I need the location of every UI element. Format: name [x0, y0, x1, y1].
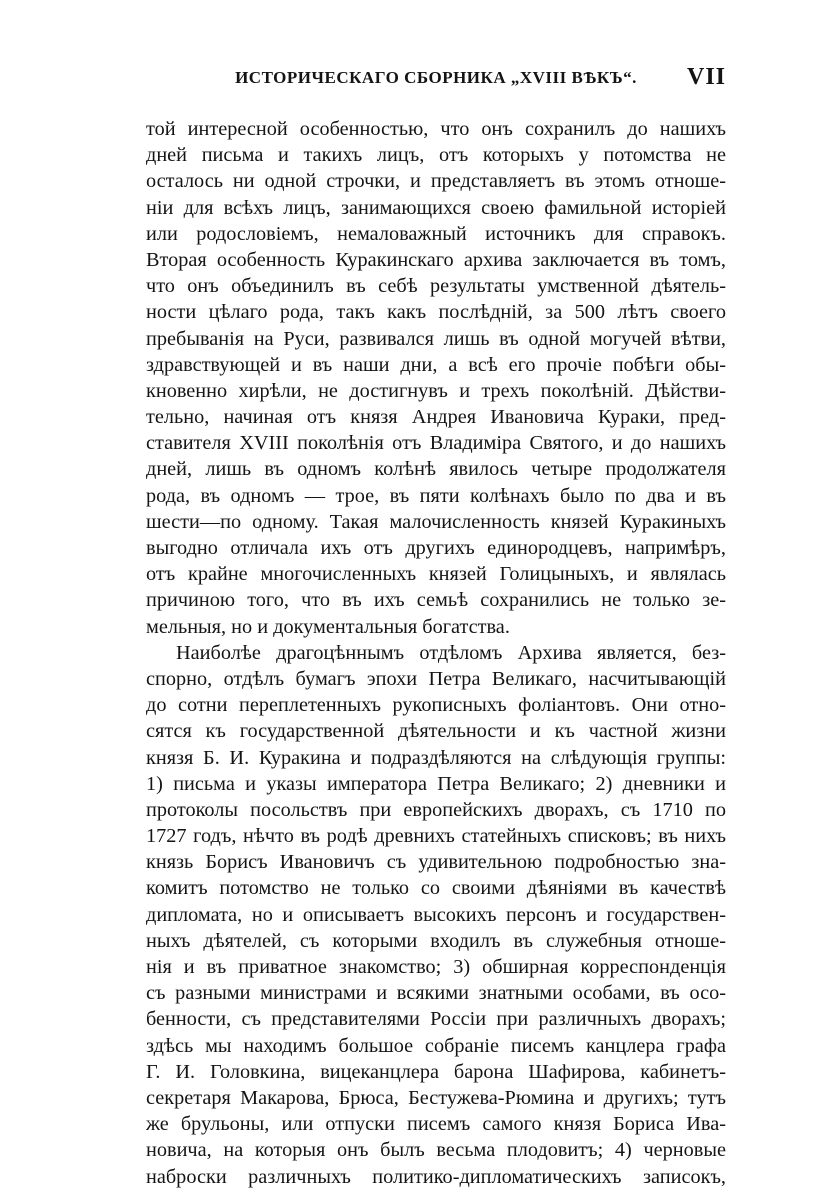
text-line: Наиболѣе драгоцѣннымъ отдѣломъ Архива является, без-	[176, 641, 726, 664]
text-line: нія и въ приватное знакомство; 3) обширная корреспонденція	[146, 956, 726, 978]
text-line: 1727 годъ, нѣчто въ родѣ древнихъ статейныхъ списковъ; въ нихъ	[146, 825, 726, 848]
text-line: 1) письма и указы императора Петра Великаго; 2) дневники и	[146, 772, 726, 795]
text-line: или родословіемъ, немаловажный источникъ для справокъ.	[146, 222, 726, 245]
text-line: ности цѣлаго рода, такъ какъ послѣдній, за 500 лѣтъ своего	[146, 301, 726, 324]
text-line: отъ крайне многочисленныхъ князей Голицыныхъ, и являлась	[146, 563, 726, 586]
text-line: Г. И. Головкина, вицеканцлера барона Шафирова, кабинетъ-	[146, 1060, 726, 1083]
text-line: бенности, съ представителями Россіи при различныхъ дворахъ;	[146, 1008, 726, 1031]
running-head	[146, 64, 726, 98]
text-line: ніи для всѣхъ лицъ, занимающихся своею фамильной исторіей	[146, 196, 726, 219]
page-number: VII	[686, 64, 726, 90]
text-line: же брульоны, или отпуски писемъ самого князя Бориса Ива-	[146, 1113, 726, 1136]
paragraph-2	[146, 640, 726, 1190]
text-line: рода, въ одномъ — трое, въ пяти колѣнахъ было по два и въ	[146, 484, 726, 507]
text-line: здѣсь мы находимъ большое собраніе писемъ канцлера графа	[146, 1034, 726, 1057]
text-line: здравствующей и въ наши дни, а всѣ его прочіе побѣги обы-	[146, 353, 726, 376]
text-line: осталось ни одной строчки, и представляетъ въ этомъ отноше-	[146, 170, 726, 193]
text-line: сятся къ государственной дѣятельности и къ частной жизни	[146, 720, 726, 743]
text-line: комитъ потомство не только со своими дѣяніями въ качествѣ	[146, 877, 726, 900]
text-line: Вторая особенность Куракинскаго архива заключается въ томъ,	[146, 248, 726, 271]
text-line: дипломата, но и описываетъ высокихъ персонъ и государствен-	[146, 903, 726, 926]
text-line: дней письма и такихъ лицъ, отъ которыхъ у потомства не	[146, 144, 726, 167]
text-line: съ разными министрами и всякими знатными особами, въ осо-	[146, 982, 726, 1005]
text-line: причиною того, что въ ихъ семьѣ сохранились не только зе-	[146, 589, 726, 612]
text-line: той интересной особенностью, что онъ сохранилъ до нашихъ	[146, 118, 726, 140]
text-line: дней, лишь въ одномъ колѣнѣ явилось четыре продолжателя	[146, 458, 726, 481]
text-line: князя Б. И. Куракина и подраздѣляются на слѣдующія группы:	[146, 746, 726, 769]
text-line: кновенно хирѣли, не достигнувъ и трехъ поколѣній. Дѣйстви-	[146, 379, 726, 402]
text-line: пребыванія на Руси, развивался лишь въ одной могучей вѣтви,	[146, 327, 726, 350]
text-line: наброски различныхъ политико-дипломатическихъ записокъ,	[146, 1165, 726, 1188]
running-title: ИСТОРИЧЕСКАГО СБОРНИКА „XVIII ВѢКЪ“.	[235, 68, 637, 87]
text-line: выгодно отличала ихъ отъ другихъ единородцевъ, напримѣръ,	[146, 537, 726, 559]
text-line: секретаря Макарова, Брюса, Бестужева-Рюмина и другихъ; тутъ	[146, 1086, 726, 1109]
text-line: ныхъ дѣятелей, съ которыми входилъ въ служебныя отноше-	[146, 929, 726, 952]
text-line: протоколы посольствъ при европейскихъ дворахъ, съ 1710 по	[146, 798, 726, 821]
paragraph-1	[146, 116, 726, 640]
text-line: спорно, отдѣлъ бумагъ эпохи Петра Великаго, насчитывающій	[146, 667, 726, 690]
text-line: князь Борисъ Ивановичъ съ удивительною подробностью зна-	[146, 851, 726, 874]
text-line: тельно, начиная отъ князя Андрея Ивановича Кураки, пред-	[146, 406, 726, 429]
text-line: что онъ объединилъ въ себѣ результаты умственной дѣятель-	[146, 275, 726, 298]
body-text	[146, 116, 726, 1190]
text-line: ставителя XVIII поколѣнія отъ Владиміра Святого, и до нашихъ	[146, 432, 726, 455]
text-line: до сотни переплетенныхъ рукописныхъ фоліантовъ. Они отно-	[146, 694, 726, 717]
text-line: новича, на которыя онъ былъ весьма плодовитъ; 4) черновые	[146, 1139, 726, 1162]
text-line: мельныя, но и документальныя богатства.	[146, 615, 510, 638]
text-line: шести—по одному. Такая малочисленность князей Куракиныхъ	[146, 510, 726, 533]
